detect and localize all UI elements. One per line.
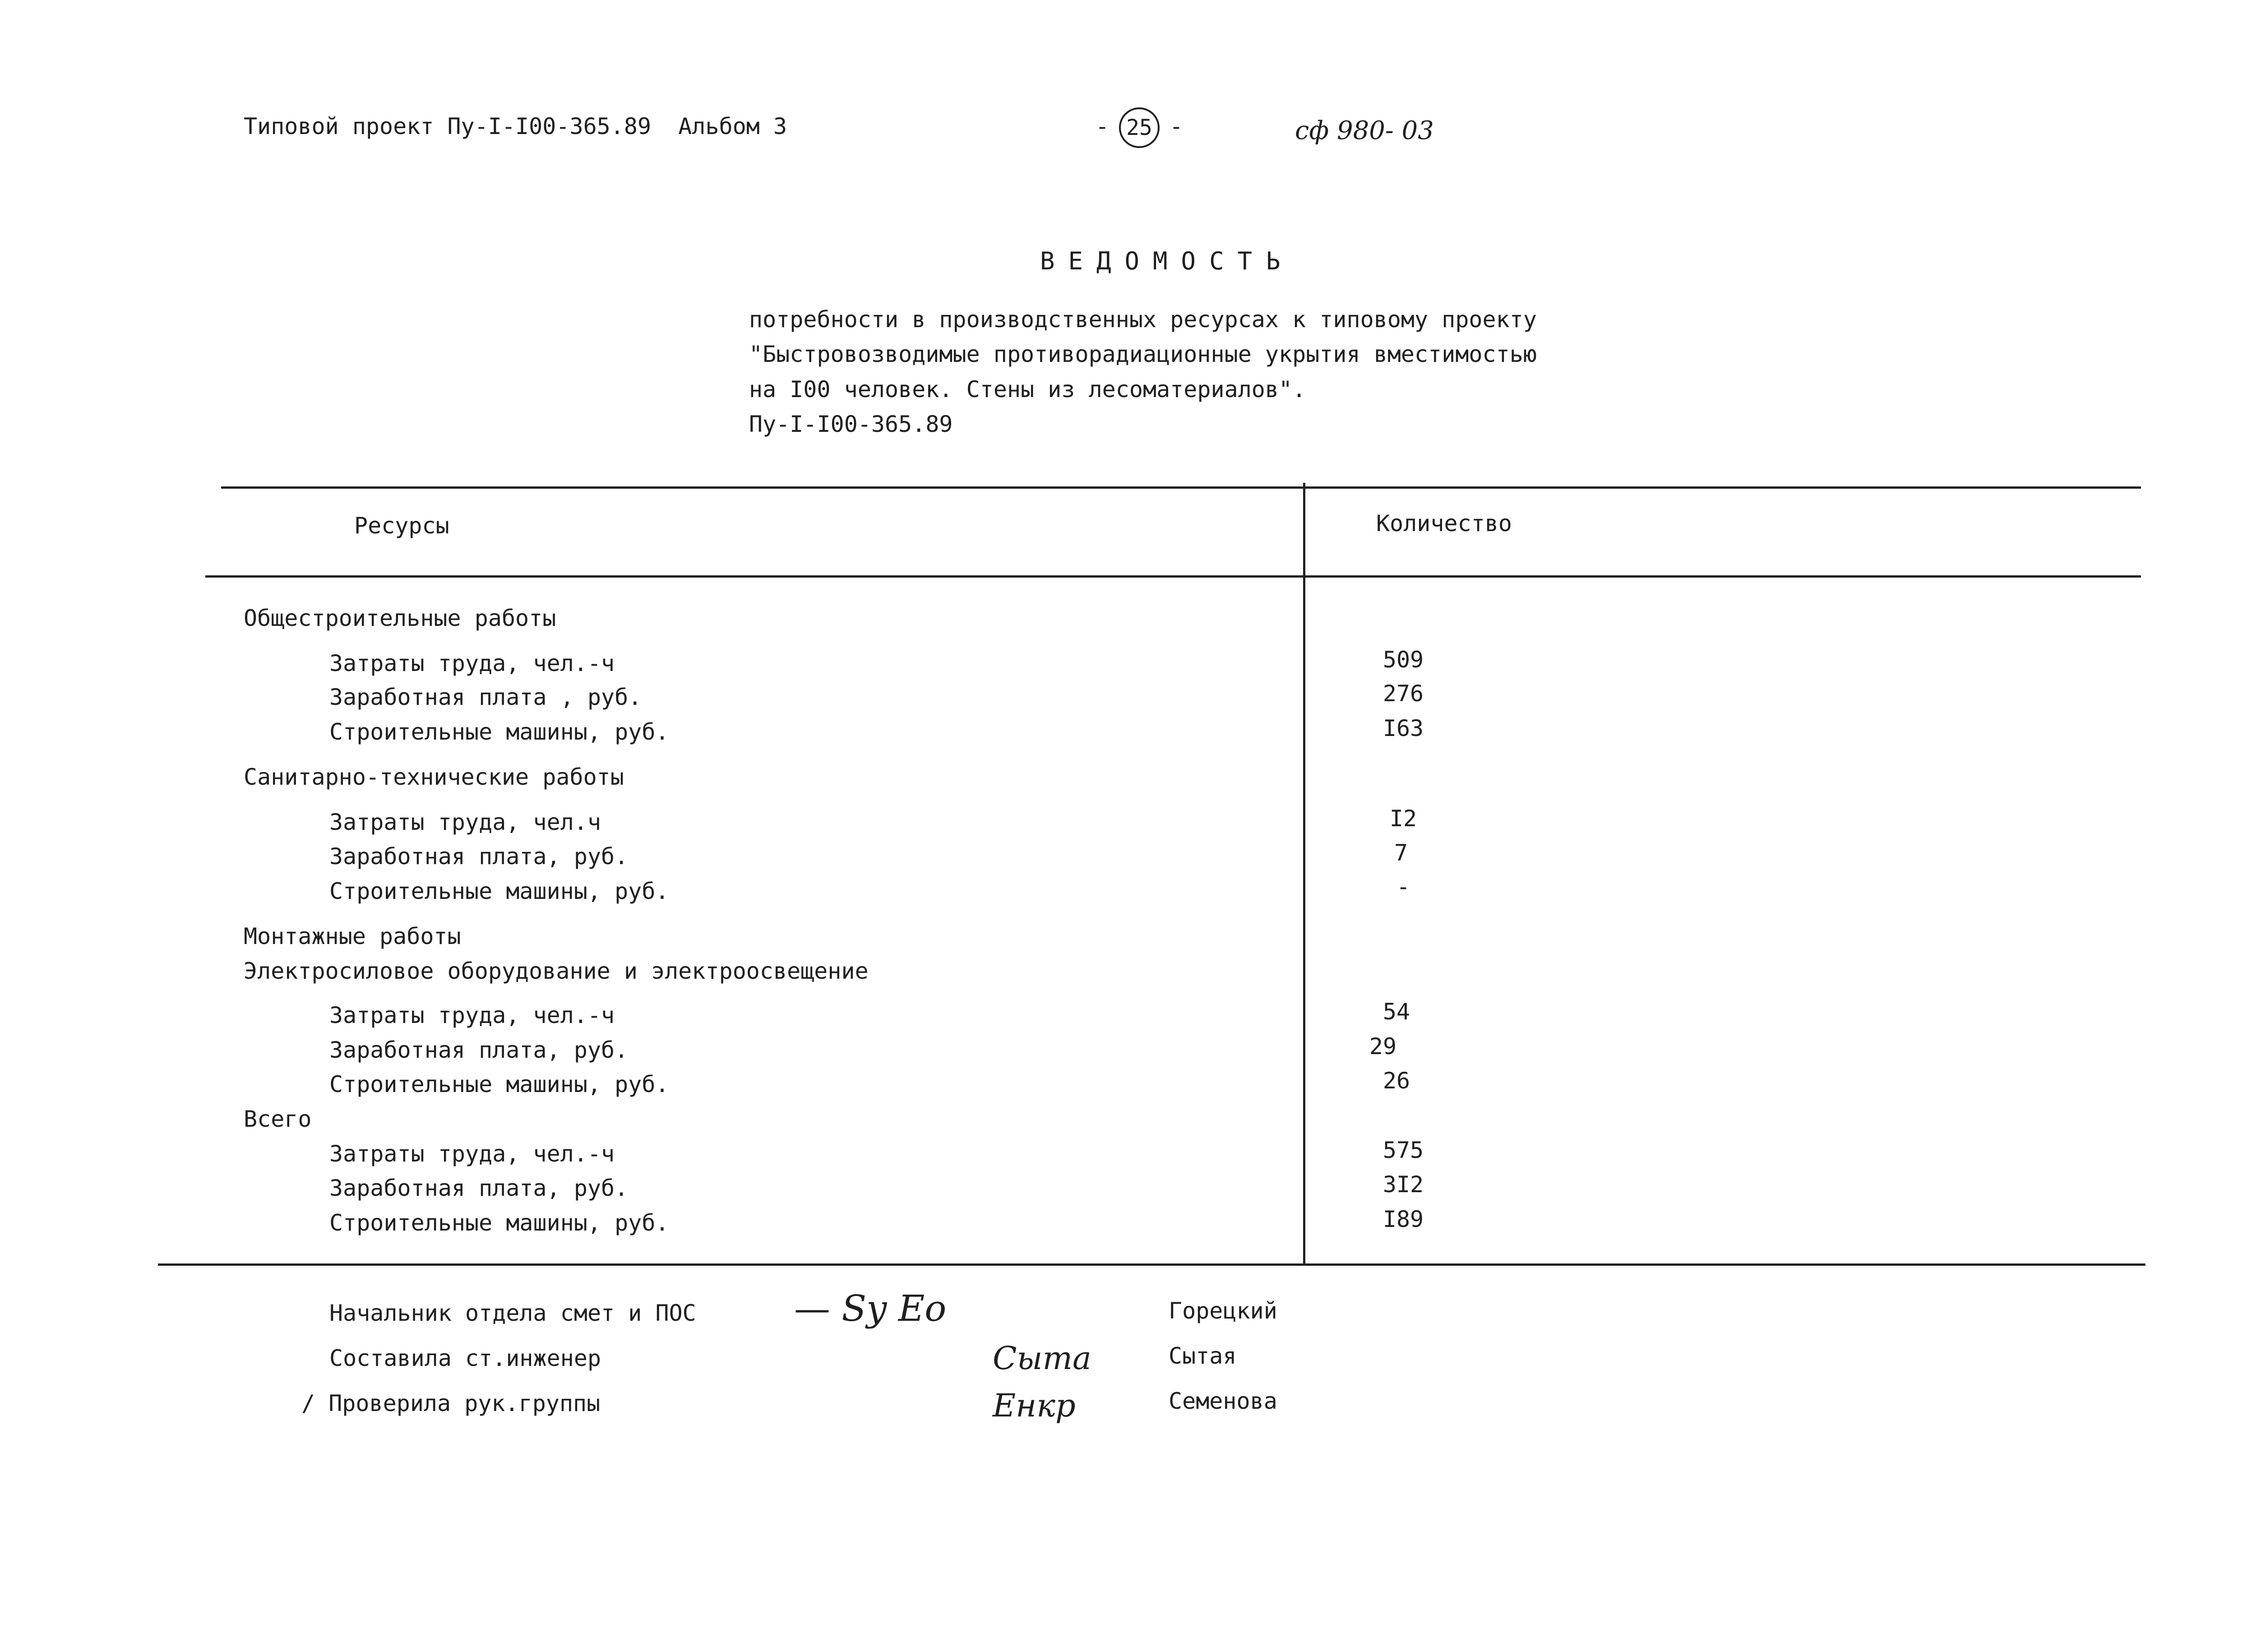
- row-value: 26: [1382, 1068, 1410, 1094]
- project-reference: Типовой проект Пу-I-I00-365.89 Альбом 3: [244, 113, 787, 139]
- row-label: Заработная плата , руб.: [329, 684, 642, 710]
- page-dash-left: -: [1096, 113, 1110, 139]
- section-title-installation: Монтажные работы: [244, 923, 461, 949]
- row-value: 7: [1394, 840, 1408, 866]
- title-line-1: потребности в производственных ресурсах к типовому проекту: [749, 306, 1537, 333]
- section-title-total: Всего: [244, 1106, 312, 1132]
- row-label: Затраты труда, чел.-ч: [329, 1141, 615, 1167]
- row-label: Затраты труда, чел.-ч: [329, 650, 615, 676]
- row-value: 276: [1382, 680, 1424, 707]
- handwritten-signature: Сыта: [993, 1340, 1091, 1377]
- signature-name: Горецкий: [1169, 1298, 1277, 1324]
- section-title-sanitary: Санитарно-технические работы: [244, 764, 624, 790]
- table-top-rule: [221, 486, 2141, 489]
- row-value: I89: [1382, 1206, 1424, 1232]
- row-value: 54: [1382, 999, 1410, 1025]
- handwritten-signature: Енкр: [993, 1387, 1076, 1424]
- page-dash-right: -: [1170, 113, 1183, 139]
- section-title-general: Общестроительные работы: [244, 605, 556, 631]
- row-value: -: [1396, 874, 1410, 900]
- document-code: сф 980- 03: [1295, 116, 1434, 145]
- row-label: Строительные машины, руб.: [329, 1071, 669, 1097]
- page-number: 25: [1119, 107, 1160, 148]
- row-label: Строительные машины, руб.: [329, 1210, 669, 1236]
- row-label: Заработная плата, руб.: [329, 1175, 629, 1201]
- row-label: Заработная плата, руб.: [329, 1037, 629, 1063]
- title-line-2: "Быстровозводимые противорадиационные укрытия вместимостью: [749, 341, 1537, 367]
- signature-name: Семенова: [1169, 1388, 1277, 1414]
- signature-role: Начальник отдела смет и ПОС: [329, 1300, 696, 1326]
- column-header-quantity: Количество: [1376, 510, 1512, 537]
- row-value: 575: [1382, 1137, 1424, 1163]
- section-subtitle-electrical: Электросиловое оборудование и электроосвещение: [244, 958, 869, 984]
- handwritten-signature: — Sy Eo: [794, 1287, 947, 1329]
- row-value: I2: [1389, 805, 1417, 832]
- row-label: Строительные машины, руб.: [329, 719, 669, 745]
- row-value: 3I2: [1382, 1171, 1424, 1198]
- row-label: Затраты труда, чел.ч: [329, 809, 601, 835]
- row-value: I63: [1382, 715, 1424, 741]
- column-header-resources: Ресурсы: [354, 513, 449, 539]
- title-line-3: на I00 человек. Стены из лесоматериалов".: [749, 376, 1306, 403]
- signature-role: Составила ст.инженер: [329, 1345, 601, 1371]
- table-bottom-rule: [158, 1263, 2145, 1266]
- signature-role: / Проверила рук.группы: [301, 1390, 601, 1416]
- table-header-rule: [205, 575, 2141, 578]
- document-heading: ВЕДОМОСТЬ: [1040, 247, 1294, 275]
- row-label: Строительные машины, руб.: [329, 878, 669, 904]
- signature-name: Сытая: [1169, 1343, 1237, 1369]
- row-value: 509: [1382, 647, 1424, 673]
- row-label: Заработная плата, руб.: [329, 843, 629, 870]
- row-value: 29: [1369, 1033, 1397, 1060]
- row-label: Затраты труда, чел.-ч: [329, 1002, 615, 1028]
- title-line-4: Пу-I-I00-365.89: [749, 411, 953, 437]
- table-column-divider: [1303, 483, 1305, 1266]
